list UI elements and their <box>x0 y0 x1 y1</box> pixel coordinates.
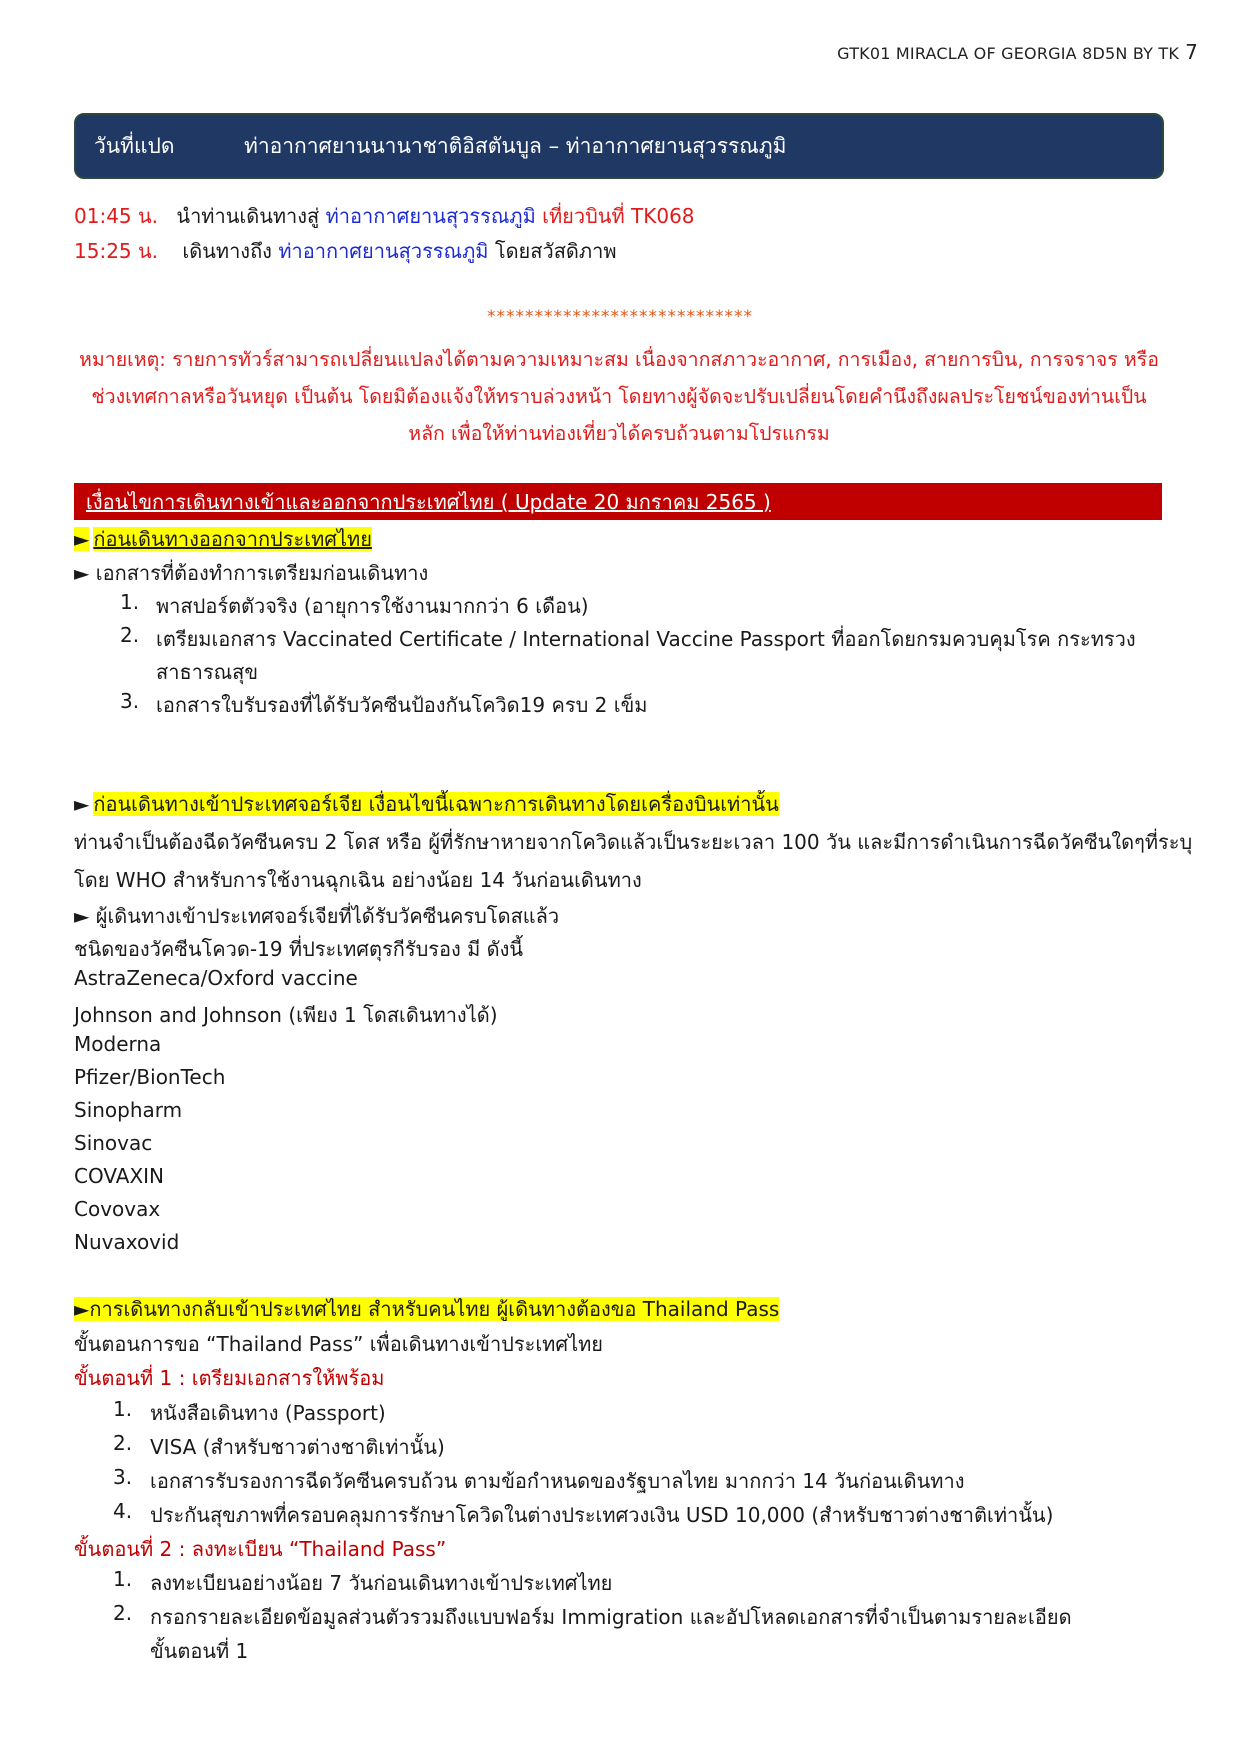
divider-stars: **************************** <box>487 307 753 327</box>
vaccine-item: COVAXIN <box>74 1164 164 1188</box>
airport-name: ท่าอากาศยานสุวรรณภูมิ <box>325 204 536 228</box>
vaccine-item: AstraZeneca/Oxford vaccine <box>74 966 358 990</box>
georgia-paragraph-1: ท่านจำเป็นต้องฉีดวัคซีนครบ 2 โดส หรือ ผู้ที่รักษาหายจากโควิดแล้วเป็นระยะเวลา 100 วัน และมีการดำเนินการฉีดวัคซีนใดๆที่ระบุ <box>74 830 1193 854</box>
list-text-continued: สาธารณสุข <box>156 660 259 684</box>
page-number: 7 <box>1185 40 1198 64</box>
remark-line-1: หมายเหตุ: รายการทัวร์สามารถเปลี่ยนแปลงได้ตามความเหมาะสม เนื่องจากสภาวะอากาศ, การเมือง, สายการบิน, การจราจร หรือ <box>79 348 1159 371</box>
schedule-row-2 <box>74 235 617 267</box>
return-title: ►การเดินทางกลับเข้าประเทศไทย สำหรับคนไทย ผู้เดินทางต้องขอ Thailand Pass <box>74 1297 780 1321</box>
schedule-time: 01:45 น. <box>74 204 159 228</box>
list-number: 2. <box>120 623 140 647</box>
list-text: พาสปอร์ตตัวจริง (อายุการใช้งานมากกว่า 6 เดือน) <box>156 594 589 618</box>
list-text: เอกสารใบรับรองที่ได้รับวัคซีนป้องกันโควิด19 ครบ 2 เข็ม <box>156 693 648 717</box>
arrow-icon: ► <box>74 527 90 551</box>
list-text: ประกันสุขภาพที่ครอบคลุมการรักษาโควิดในต่างประเทศวงเงิน USD 10,000 (สำหรับชาวต่างชาติเท่านั้น) <box>150 1503 1054 1527</box>
day-label: วันที่แปด <box>94 133 175 158</box>
list-number: 1. <box>113 1567 133 1591</box>
schedule-text: เดินทางถึง <box>182 239 272 263</box>
steps-intro: ขั้นตอนการขอ “Thailand Pass” เพื่อเดินทางเข้าประเทศไทย <box>74 1332 604 1356</box>
georgia-paragraph-2: โดย WHO สำหรับการใช้งานฉุกเฉิน อย่างน้อย 14 วันก่อนเดินทาง <box>74 868 642 892</box>
list-number: 1. <box>113 1397 133 1421</box>
remark-note <box>74 341 1164 452</box>
schedule-row-1 <box>74 200 695 232</box>
step2-title: ขั้นตอนที่ 2 : ลงทะเบียน “Thailand Pass” <box>74 1537 447 1561</box>
list-number: 1. <box>120 590 140 614</box>
schedule-time: 15:25 น. <box>74 239 159 263</box>
list-text: ลงทะเบียนอย่างน้อย 7 วันก่อนเดินทางเข้าประเทศไทย <box>150 1571 613 1595</box>
docs-title: ► เอกสารที่ต้องทำการเตรียมก่อนเดินทาง <box>74 561 429 585</box>
list-text: กรอกรายละเอียดข้อมูลส่วนตัวรวมถึงแบบฟอร์ม Immigration และอัปโหลดเอกสารที่จำเป็นตามรายละเอียด <box>150 1605 1072 1629</box>
list-number: 3. <box>120 689 140 713</box>
remark-line-2: ช่วงเทศกาลหรือวันหยุด เป็นต้น โดยมิต้องแจ้งให้ทราบล่วงหน้า โดยทางผู้จัดจะปรับเปลี่ยนโดยคำนึงถึงผลประโยชน์ของท่านเป็น <box>91 385 1147 408</box>
list-number: 4. <box>113 1499 133 1523</box>
return-heading <box>74 1293 779 1325</box>
airport-name: ท่าอากาศยานสุวรรณภูมิ <box>278 239 489 263</box>
list-text: หนังสือเดินทาง (Passport) <box>150 1401 386 1425</box>
schedule-after-text: โดยสวัสดิภาพ <box>494 239 617 263</box>
list-text: VISA (สำหรับชาวต่างชาติเท่านั้น) <box>150 1435 445 1459</box>
day-heading-band <box>74 113 1164 179</box>
conditions-title-bar <box>74 483 1162 520</box>
list-number: 2. <box>113 1601 133 1625</box>
list-number: 3. <box>113 1465 133 1489</box>
day-route: ท่าอากาศยานนานาชาติอิสตันบูล – ท่าอากาศยานสุวรรณภูมิ <box>244 133 787 158</box>
schedule-text: นำท่านเดินทางสู่ <box>176 204 320 228</box>
list-text: เอกสารรับรองการฉีดวัคซีนครบถ้วน ตามข้อกำหนดของรัฐบาลไทย มากกว่า 14 วันก่อนเดินทาง <box>150 1469 965 1493</box>
step1-title: ขั้นตอนที่ 1 : เตรียมเอกสารให้พร้อม <box>74 1366 385 1390</box>
list-text: เตรียมเอกสาร Vaccinated Certificate / International Vaccine Passport ที่ออกโดยกรมควบคุมโรค กระทรวง <box>156 627 1136 651</box>
georgia-title: ก่อนเดินทางเข้าประเทศจอร์เจีย เงื่อนไขนี้เฉพาะการเดินทางโดยเครื่องบินเท่านั้น <box>93 792 779 816</box>
conditions-title: เงื่อนไขการเดินทางเข้าและออกจากประเทศไทย ( Update 20 มกราคม 2565 ) <box>86 489 771 514</box>
vaccine-item: Covovax <box>74 1197 161 1221</box>
vaccine-item: Johnson and Johnson (เพียง 1 โดสเดินทางได้) <box>74 1003 498 1027</box>
vaccine-item: Nuvaxovid <box>74 1230 180 1254</box>
list-number: 2. <box>113 1431 133 1455</box>
vaccine-item: Moderna <box>74 1032 162 1056</box>
page-header <box>837 40 1198 64</box>
vaccine-item: Sinovac <box>74 1131 153 1155</box>
vaccine-item: Sinopharm <box>74 1098 183 1122</box>
georgia-subtitle: ► ผู้เดินทางเข้าประเทศจอร์เจียที่ได้รับวัคซีนครบโดสแล้ว <box>74 904 560 928</box>
before-departure-heading <box>74 523 372 555</box>
before-departure-title: ก่อนเดินทางออกจากประเทศไทย <box>93 527 372 551</box>
remark-line-3: หลัก เพื่อให้ท่านท่องเที่ยวได้ครบถ้วนตามโปรแกรม <box>408 422 830 445</box>
arrow-icon: ► <box>74 792 90 816</box>
flight-number: เที่ยวบินที่ TK068 <box>542 204 695 228</box>
header-title: GTK01 MIRACLA OF GEORGIA 8D5N BY TK <box>837 44 1180 63</box>
vaccine-intro: ชนิดของวัคซีนโควด-19 ที่ประเทศตุรกีรับรอง มี ดังนี้ <box>74 937 524 961</box>
georgia-heading <box>74 788 779 820</box>
vaccine-item: Pfizer/BionTech <box>74 1065 226 1089</box>
list-text-continued: ขั้นตอนที่ 1 <box>150 1639 249 1663</box>
